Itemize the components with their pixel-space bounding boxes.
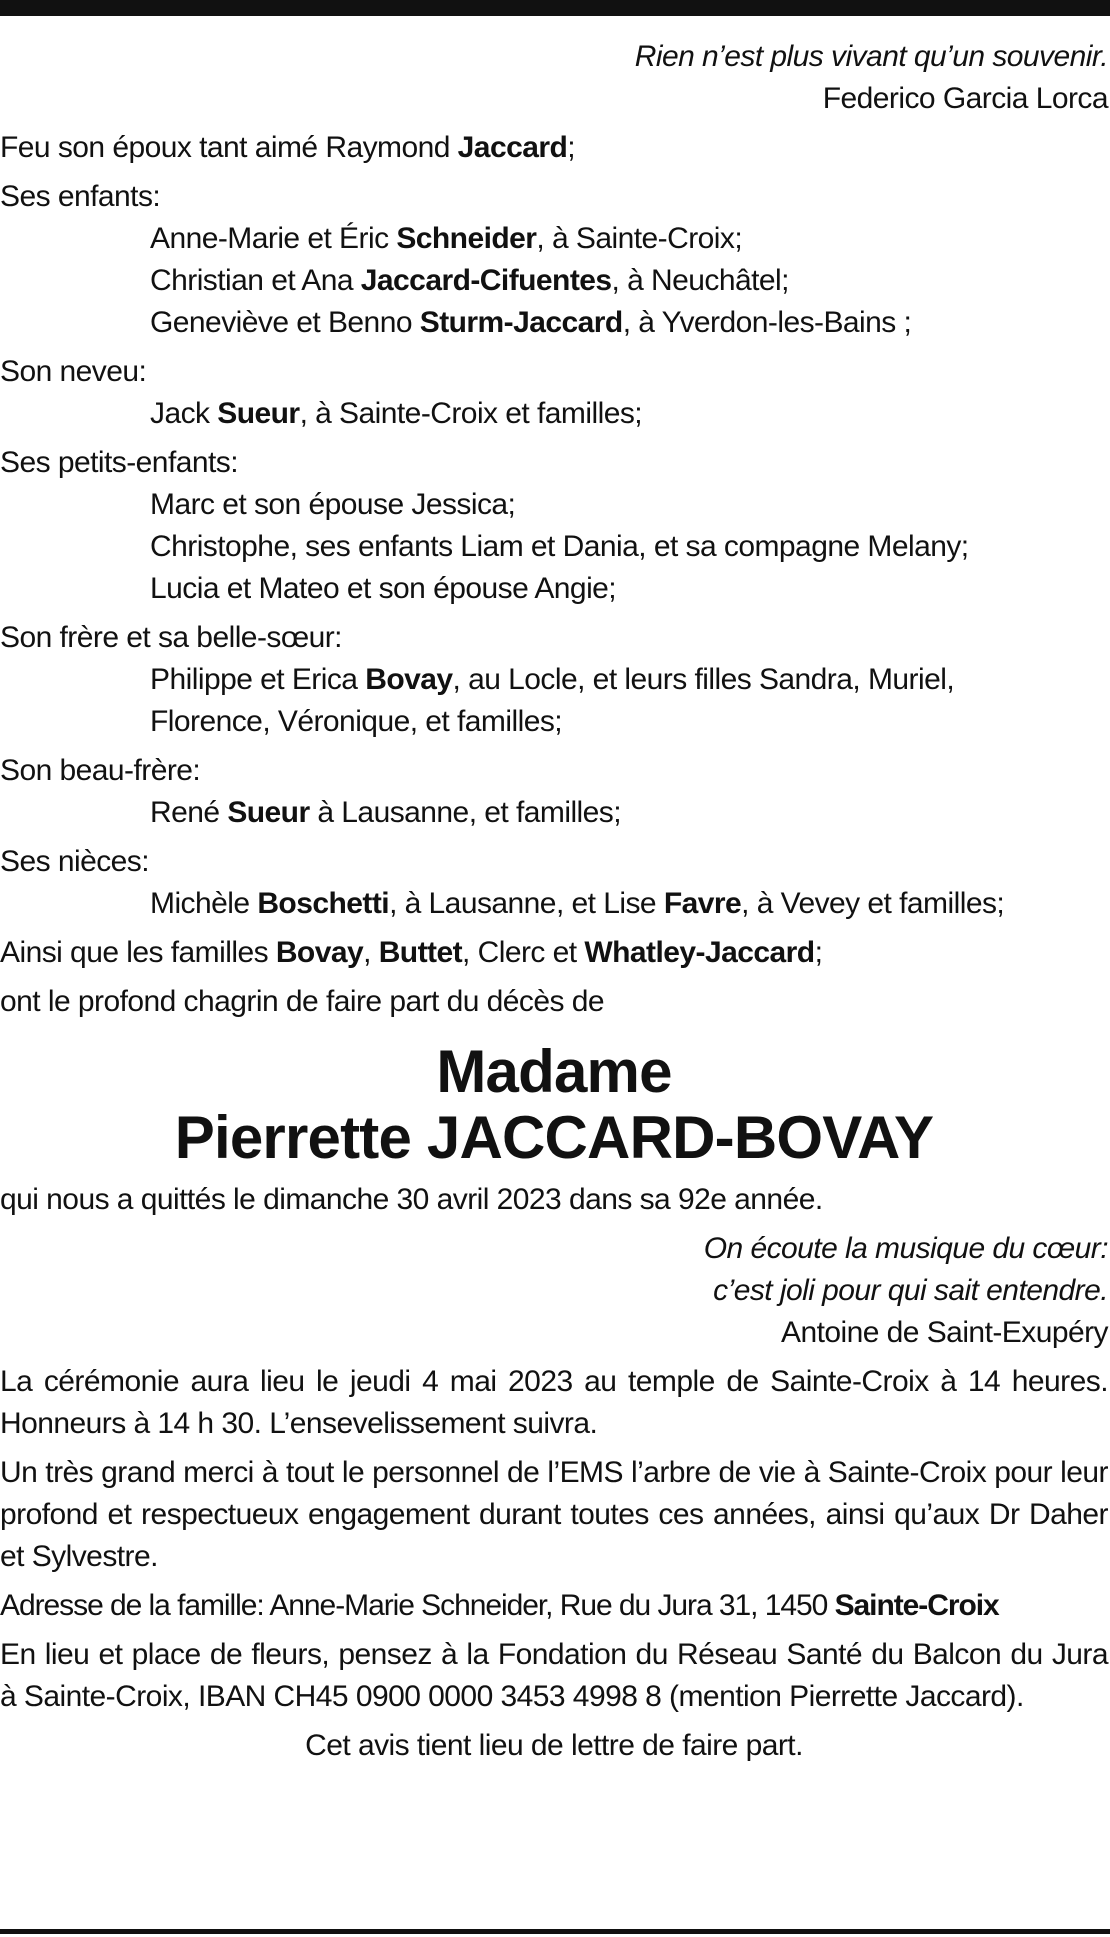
nieces-line <box>0 883 1108 925</box>
brother-in-law-heading: Son beau-frère: <box>0 754 201 787</box>
families-pre: Ainsi que les familles <box>0 936 276 969</box>
epigraph-quote-line-2: c’est joli pour qui sait entendre. <box>713 1274 1108 1307</box>
top-rule <box>0 0 1110 16</box>
husband-line <box>0 127 1108 169</box>
closing-line: Cet avis tient lieu de lettre de faire part. <box>305 1729 803 1762</box>
bottom-rule <box>0 1929 1110 1934</box>
brother-pre: Philippe et Erica <box>150 663 366 696</box>
deceased-name: Pierrette JACCARD-BOVAY <box>174 1104 934 1171</box>
child-surname: Schneider <box>396 222 537 255</box>
grandchild-line: Lucia et Mateo et son épouse Angie; <box>150 572 617 605</box>
epigraph-author: Antoine de Saint-Exupéry <box>780 1316 1108 1349</box>
obituary-notice <box>0 36 1108 1767</box>
address-pre: Adresse de la famille: Anne-Marie Schneider, Rue du Jura 31, 1450 <box>0 1589 835 1622</box>
donation-paragraph: En lieu et place de fleurs, pensez à la Fondation du Réseau Santé du Balcon du Jura à Sainte-Croix, IBAN CH45 0900 0000 3453 4998 8 (mention Pierrette Jaccard). <box>0 1638 1108 1713</box>
child-pre: Christian et Ana <box>150 264 361 297</box>
brother-in-law-surname: Sueur <box>227 796 310 829</box>
epigraph-lorca <box>0 36 1108 120</box>
brother-line <box>0 659 1108 701</box>
ceremony-paragraph: La cérémonie aura lieu le jeudi 4 mai 2023 au temple de Sainte-Croix à 14 heures. Honneurs à 14 h 30. L’ensevelissement suivra. <box>0 1365 1108 1440</box>
niece-surname-1: Boschetti <box>257 887 390 920</box>
family-surname-1: Bovay <box>275 936 364 969</box>
nephew-pre: Jack <box>150 397 218 430</box>
brother-in-law-line <box>0 792 1108 834</box>
nephew-post: , à Sainte-Croix et familles; <box>299 397 643 430</box>
brother-in-law-post: à Lausanne, et familles; <box>309 796 622 829</box>
grandchild-line: Marc et son épouse Jessica; <box>150 488 516 521</box>
child-pre: Geneviève et Benno <box>150 306 420 339</box>
nephew-surname: Sueur <box>217 397 300 430</box>
husband-pre: Feu son époux tant aimé Raymond <box>0 131 458 164</box>
families-sep-1: , <box>363 936 379 969</box>
child-line <box>0 302 1108 344</box>
address-line <box>0 1585 1108 1627</box>
brother-surname: Bovay <box>365 663 453 696</box>
brother-post: , au Locle, et leurs filles Sandra, Muriel, <box>452 663 955 696</box>
announcement-line: ont le profond chagrin de faire part du décès de <box>0 985 605 1018</box>
grandchildren-heading: Ses petits-enfants: <box>0 446 239 479</box>
brother-in-law-pre: René <box>150 796 228 829</box>
epigraph-author: Federico Garcia Lorca <box>822 82 1108 115</box>
family-surname-2: Buttet <box>378 936 463 969</box>
epigraph-quote-line-1: On écoute la musique du cœur: <box>703 1232 1108 1265</box>
nieces-mid: , à Lausanne, et Lise <box>389 887 664 920</box>
grandchild-line: Christophe, ses enfants Liam et Dania, et sa compagne Melany; <box>150 530 969 563</box>
child-surname: Sturm-Jaccard <box>419 306 623 339</box>
child-post: , à Yverdon-les-Bains ; <box>622 306 912 339</box>
child-surname: Jaccard-Cifuentes <box>360 264 612 297</box>
thanks-paragraph: Un très grand merci à tout le personnel de l’EMS l’arbre de vie à Sainte-Croix pour leur profond et respectueux engagement durant toutes ces années, ainsi qu’aux Dr Daher et Sylvestre. <box>0 1456 1108 1573</box>
nephew-heading: Son neveu: <box>0 355 147 388</box>
address-city: Sainte-Croix <box>834 1589 999 1622</box>
nephew-line <box>0 393 1108 435</box>
nieces-pre: Michèle <box>150 887 258 920</box>
families-sep-2: , Clerc et <box>462 936 585 969</box>
child-line <box>0 218 1108 260</box>
family-surname-3: Whatley-Jaccard <box>584 936 815 969</box>
deceased-title: Madame <box>436 1038 672 1105</box>
child-post: , à Sainte-Croix; <box>536 222 743 255</box>
deceased-name-block <box>0 1039 1108 1171</box>
epigraph-saint-exupery <box>0 1228 1108 1354</box>
husband-surname: Jaccard <box>457 131 568 164</box>
nieces-post: , à Vevey et familles; <box>741 887 1005 920</box>
epigraph-quote: Rien n’est plus vivant qu’un souvenir. <box>634 40 1108 73</box>
husband-post: ; <box>567 131 576 164</box>
niece-surname-2: Favre <box>663 887 742 920</box>
passing-line: qui nous a quittés le dimanche 30 avril 2023 dans sa 92e année. <box>0 1183 823 1216</box>
children-heading: Ses enfants: <box>0 180 161 213</box>
child-pre: Anne-Marie et Éric <box>150 222 397 255</box>
nieces-heading: Ses nièces: <box>0 845 150 878</box>
child-post: , à Neuchâtel; <box>611 264 789 297</box>
brother-heading: Son frère et sa belle-sœur: <box>0 621 342 654</box>
child-line <box>0 260 1108 302</box>
families-line <box>0 932 1108 974</box>
families-post: ; <box>814 936 823 969</box>
brother-line-2: Florence, Véronique, et familles; <box>150 705 563 738</box>
